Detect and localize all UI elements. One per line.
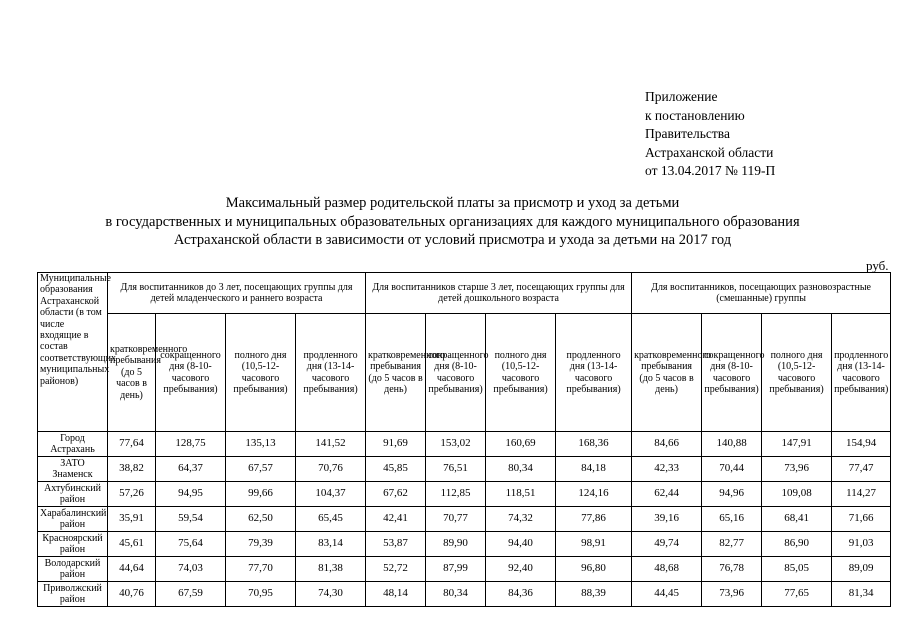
group-header-mixed: Для воспитанников, посещающих разновозрастные (смешанные) группы: [632, 273, 891, 314]
fee-value: 48,68: [632, 557, 702, 582]
subheader: продленного дня (13-14-часового пребывания): [832, 314, 891, 432]
fee-value: 87,99: [426, 557, 486, 582]
fee-value: 44,45: [632, 582, 702, 607]
title-line: Максимальный размер родительской платы за присмотр и уход за детьми: [225, 195, 680, 211]
fee-value: 84,18: [556, 457, 632, 482]
table-row: [38, 532, 891, 557]
fee-value: 154,94: [832, 432, 891, 457]
subheader: сокращенного дня (8-10-часового пребывания): [702, 314, 762, 432]
fee-value: 104,37: [296, 482, 366, 507]
fee-value: 140,88: [702, 432, 762, 457]
unit-label: руб.: [866, 258, 889, 273]
fee-value: 77,47: [832, 457, 891, 482]
table-row: [38, 482, 891, 507]
fee-value: 81,38: [296, 557, 366, 582]
fee-value: 153,02: [426, 432, 486, 457]
municipality-name: ЗАТО Знаменск: [38, 457, 108, 482]
fee-value: 91,69: [366, 432, 426, 457]
fee-value: 67,57: [226, 457, 296, 482]
fee-value: 62,50: [226, 507, 296, 532]
fee-value: 71,66: [832, 507, 891, 532]
municipality-name: Харабалинский район: [38, 507, 108, 532]
subheader: продленного дня (13-14- часового пребывания): [296, 314, 366, 432]
fee-value: 160,69: [486, 432, 556, 457]
fee-value: 45,61: [108, 532, 156, 557]
fee-value: 77,65: [762, 582, 832, 607]
annex-date-number: от 13.04.2017 № 119-П: [645, 163, 776, 178]
subheader: полного дня (10,5-12-часового пребывания): [226, 314, 296, 432]
fee-value: 74,03: [156, 557, 226, 582]
subheader: полного дня (10,5-12-часового пребывания): [486, 314, 556, 432]
title-line: в государственных и муниципальных образовательных организациях для каждого муниципального образования: [105, 213, 800, 230]
fee-value: 168,36: [556, 432, 632, 457]
fee-value: 76,51: [426, 457, 486, 482]
fee-value: 109,08: [762, 482, 832, 507]
fee-value: 91,03: [832, 532, 891, 557]
table-row: [38, 557, 891, 582]
fee-value: 79,39: [226, 532, 296, 557]
fee-value: 80,34: [486, 457, 556, 482]
fee-value: 74,32: [486, 507, 556, 532]
fee-value: 67,62: [366, 482, 426, 507]
document-title: [0, 194, 905, 250]
fee-value: 77,64: [108, 432, 156, 457]
annex-line: к постановлению: [645, 107, 745, 123]
fee-value: 84,36: [486, 582, 556, 607]
table-row: [38, 582, 891, 607]
fee-value: 59,54: [156, 507, 226, 532]
fee-value: 49,74: [632, 532, 702, 557]
fee-value: 65,45: [296, 507, 366, 532]
fee-value: 62,44: [632, 482, 702, 507]
fee-value: 99,66: [226, 482, 296, 507]
fee-value: 84,66: [632, 432, 702, 457]
fee-value: 73,96: [762, 457, 832, 482]
fee-value: 128,75: [156, 432, 226, 457]
subheader: кратковременного пребывания (до 5 часов в день): [632, 314, 702, 432]
fee-value: 85,05: [762, 557, 832, 582]
title-line: Астраханской области в зависимости от условий присмотра и ухода за детьми на 2017 год: [173, 232, 732, 248]
fee-value: 135,13: [226, 432, 296, 457]
fee-value: 98,91: [556, 532, 632, 557]
fee-value: 40,76: [108, 582, 156, 607]
table-row: [38, 432, 891, 457]
fee-value: 94,95: [156, 482, 226, 507]
fee-value: 35,91: [108, 507, 156, 532]
fee-value: 42,33: [632, 457, 702, 482]
fee-value: 67,59: [156, 582, 226, 607]
municipality-header: Муниципальные образования Астраханской области (в том числе входящие в состав соответствующих муниципальных районов): [38, 273, 108, 432]
annex-block: [645, 88, 775, 181]
fee-value: 118,51: [486, 482, 556, 507]
fee-value: 94,40: [486, 532, 556, 557]
subheader: полного дня (10,5-12-часового пребывания): [762, 314, 832, 432]
fee-value: 39,16: [632, 507, 702, 532]
annex-line: Астраханской области: [645, 144, 774, 160]
fee-value: 74,30: [296, 582, 366, 607]
subheader: кратковременного пребывания (до 5 часов в день): [108, 314, 156, 432]
subheader: продленного дня (13-14-часового пребывания): [556, 314, 632, 432]
fee-value: 57,26: [108, 482, 156, 507]
table-row: [38, 507, 891, 532]
fee-value: 77,86: [556, 507, 632, 532]
fee-value: 94,96: [702, 482, 762, 507]
fee-value: 88,39: [556, 582, 632, 607]
fee-value: 80,34: [426, 582, 486, 607]
fee-value: 68,41: [762, 507, 832, 532]
fee-value: 75,64: [156, 532, 226, 557]
subheader: кратковременного пребывания (до 5 часов в день): [366, 314, 426, 432]
fee-value: 70,95: [226, 582, 296, 607]
fee-value: 70,77: [426, 507, 486, 532]
fee-value: 45,85: [366, 457, 426, 482]
annex-line: Приложение: [645, 89, 718, 104]
annex-line: Правительства: [645, 126, 730, 141]
fee-value: 89,09: [832, 557, 891, 582]
fee-value: 52,72: [366, 557, 426, 582]
fee-value: 53,87: [366, 532, 426, 557]
fee-value: 124,16: [556, 482, 632, 507]
fee-value: 44,64: [108, 557, 156, 582]
municipality-name: Володарский район: [38, 557, 108, 582]
fee-value: 112,85: [426, 482, 486, 507]
fee-value: 82,77: [702, 532, 762, 557]
fee-value: 89,90: [426, 532, 486, 557]
group-header-under-3: Для воспитанников до 3 лет, посещающих группы для детей младенческого и раннего возраста: [108, 273, 366, 314]
fee-value: 70,76: [296, 457, 366, 482]
table-body: [38, 432, 891, 607]
fee-value: 73,96: [702, 582, 762, 607]
fee-value: 38,82: [108, 457, 156, 482]
group-header-over-3: Для воспитанников старше 3 лет, посещающих группы для детей дошкольного возраста: [366, 273, 632, 314]
municipality-name: Ахтубинский район: [38, 482, 108, 507]
municipality-name: Красноярский район: [38, 532, 108, 557]
municipality-name: Город Астрахань: [38, 432, 108, 457]
fee-value: 64,37: [156, 457, 226, 482]
fee-table: [37, 272, 891, 607]
fee-value: 70,44: [702, 457, 762, 482]
subheader: сокращенного дня (8-10-часового пребывания): [426, 314, 486, 432]
fee-value: 114,27: [832, 482, 891, 507]
municipality-name: Приволжский район: [38, 582, 108, 607]
fee-value: 42,41: [366, 507, 426, 532]
fee-value: 141,52: [296, 432, 366, 457]
fee-value: 65,16: [702, 507, 762, 532]
fee-value: 96,80: [556, 557, 632, 582]
fee-value: 92,40: [486, 557, 556, 582]
subheader: сокращенного дня (8-10-часового пребывания): [156, 314, 226, 432]
fee-value: 147,91: [762, 432, 832, 457]
fee-value: 83,14: [296, 532, 366, 557]
fee-value: 76,78: [702, 557, 762, 582]
fee-value: 81,34: [832, 582, 891, 607]
fee-value: 86,90: [762, 532, 832, 557]
table-row: [38, 457, 891, 482]
fee-value: 77,70: [226, 557, 296, 582]
fee-value: 48,14: [366, 582, 426, 607]
